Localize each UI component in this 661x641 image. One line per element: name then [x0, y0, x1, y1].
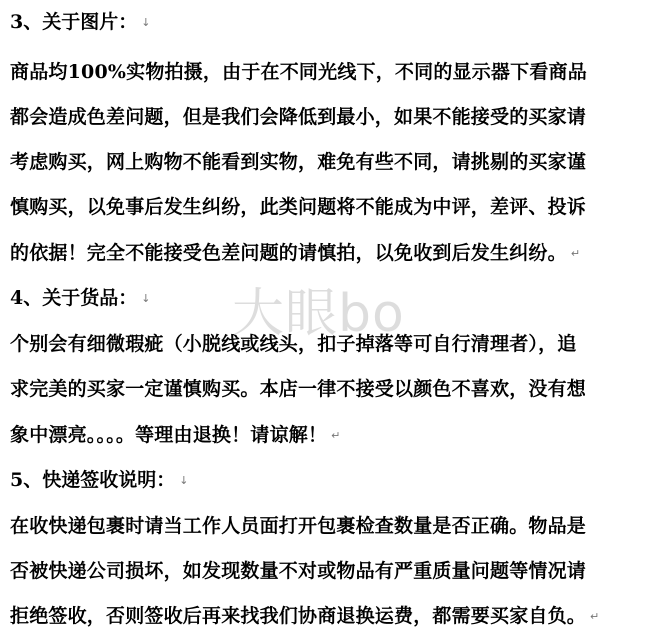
section-3-line-5: 的依据！完全不能接受色差问题的请慎拍，以免收到后发生纠纷。 ↵: [10, 242, 581, 264]
section-5-line-3: 拒绝签收，否则签收后再来找我们协商退换运费，都需要买家自负。 ↵: [10, 605, 600, 627]
section-5-line-2: 否被快递公司损坏，如发现数量不对或物品有严重质量问题等情况请: [10, 560, 587, 582]
return-mark-icon: ↵: [590, 610, 600, 623]
return-mark-icon: ↵: [570, 247, 581, 260]
section-3-line-3: 考虑购买，网上购物不能看到实物，难免有些不同，请挑剔的买家谨: [10, 151, 587, 173]
section-4-line-2: 求完美的买家一定谨慎购买。本店一律不接受以颜色不喜欢，没有想: [10, 378, 587, 400]
section-3-line-2: 都会造成色差问题，但是我们会降低到最小，如果不能接受的买家请: [10, 106, 587, 128]
arrow-mark-icon: ↓: [141, 16, 151, 29]
section-5-heading: 5、快递签收说明： ↓: [10, 469, 189, 491]
arrow-mark-icon: ↓: [141, 292, 151, 305]
section-4-heading: 4、关于货品： ↓: [10, 287, 151, 309]
section-5-line-1: 在收快递包裹时请当工作人员面打开包裹检查数量是否正确。物品是: [10, 515, 587, 537]
section-3-heading: 3、关于图片： ↓: [10, 11, 151, 33]
watermark: 大眼bo: [232, 284, 405, 344]
section-4-line-3: 象中漂亮。。。。等理由退换！请谅解！ ↵: [10, 424, 341, 446]
arrow-mark-icon: ↓: [179, 474, 189, 487]
section-3-line-4: 慎购买，以免事后发生纠纷，此类问题将不能成为中评，差评、投诉: [10, 196, 587, 218]
return-mark-icon: ↵: [331, 429, 341, 442]
section-4-line-1: 个别会有细微瑕疵（小脱线或线头，扣子掉落等可自行清理者），追: [10, 333, 577, 355]
section-3-line-1: 商品均100%实物拍摄，由于在不同光线下，不同的显示器下看商品: [10, 61, 587, 83]
